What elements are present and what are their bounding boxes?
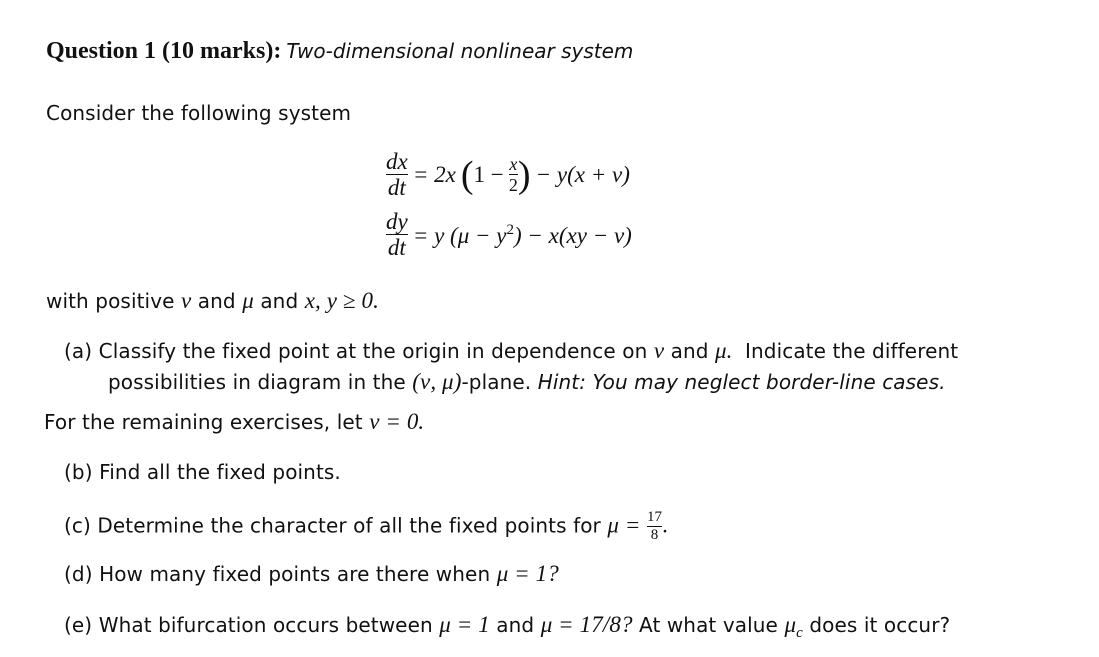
- equation-dydt: [386, 210, 632, 260]
- part-e-label: (e): [64, 613, 93, 637]
- question-title: [46, 38, 633, 65]
- part-a-label: (a): [64, 339, 93, 363]
- question-title-bold: Question 1 (10 marks):: [46, 38, 282, 64]
- eq1-lhs-fraction: $\frac{dx}{dt}$: [386, 149, 408, 201]
- eq1-inner-one: 1 −: [473, 162, 504, 188]
- part-d-label: (d): [64, 562, 93, 586]
- part-a-line2: possibilities in diagram in the (ν, μ)-plane. Hint: You may neglect border-line cases.: [108, 369, 946, 394]
- part-e: (e) What bifurcation occurs between μ = 1 and μ = 17/8? At what value $\mu_c$ does it occur?: [64, 612, 951, 641]
- eq2-superscript: 2: [506, 221, 514, 238]
- eq1-rhs-a: = 2x: [412, 162, 456, 188]
- eq2-lhs-fraction: $\frac{dy}{dt}$: [386, 209, 408, 261]
- part-a-hint: Hint: You may neglect border-line cases.: [537, 370, 946, 394]
- eq1-left-paren: (: [460, 154, 474, 197]
- part-b: (b) Find all the fixed points.: [64, 460, 341, 484]
- eq1-inner-fraction: $\frac{x}{2}$: [508, 154, 518, 196]
- equation-dxdt: [386, 150, 630, 200]
- part-c-fraction: $\frac{17}{8}$: [646, 509, 663, 543]
- part-d: (d) How many fixed points are there when μ = 1?: [64, 561, 559, 586]
- question-title-italic: Two-dimensional nonlinear system: [286, 39, 634, 63]
- eq1-rhs-b: − y(x + ν): [535, 162, 630, 188]
- part-a-line1: (a) Classify the fixed point at the origin in dependence on ν and μ. Indicate the different: [64, 338, 959, 363]
- part-c: (c) Determine the character of all the fixed points for μ = $\frac{17}{8}$ .: [64, 509, 669, 543]
- intro-text: Consider the following system: [46, 101, 352, 125]
- eq2-rhs: = y $(\mu - y^2) - x(xy - \nu)$: [412, 221, 632, 248]
- eq1-right-paren: ): [517, 154, 531, 197]
- remaining-exercises-text: For the remaining exercises, let ν = 0.: [44, 409, 425, 434]
- conditions-line: with positive ν and μ and x, y ≥ 0.: [46, 288, 379, 313]
- part-c-label: (c): [64, 513, 91, 538]
- part-b-label: (b): [64, 460, 93, 484]
